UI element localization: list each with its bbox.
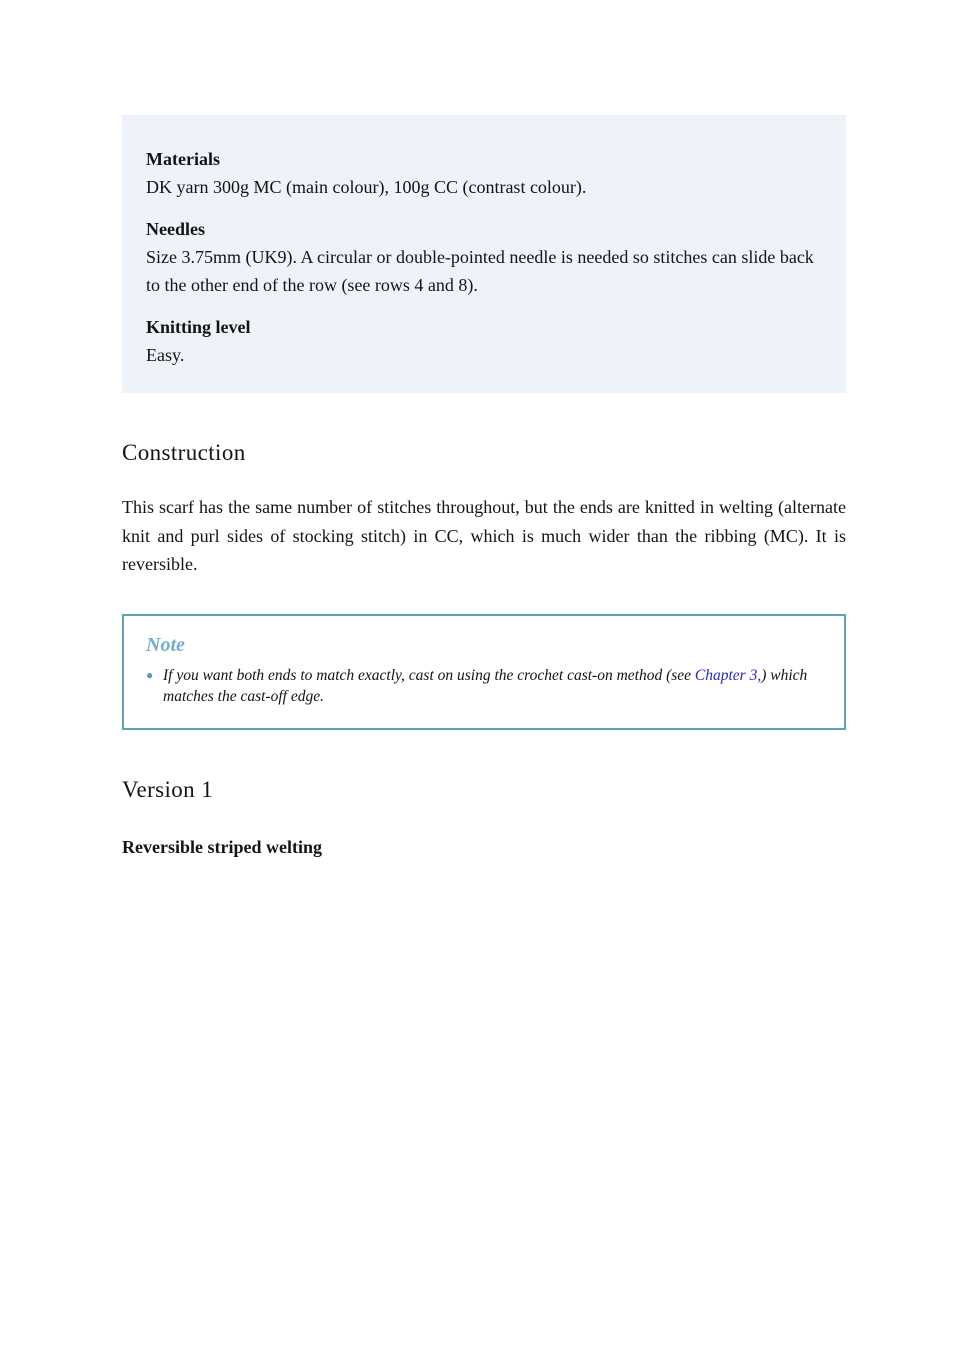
info-section-body: DK yarn 300g MC (main colour), 100g CC (contrast colour).	[146, 177, 587, 197]
info-section-heading: Knitting level	[146, 316, 251, 337]
note-text-after: ) which matches the cast-off edge.	[163, 666, 808, 705]
info-section-knitting-level	[146, 313, 822, 370]
chapter-3-link[interactable]: Chapter 3,	[694, 666, 762, 684]
construction-heading: Construction	[122, 440, 246, 465]
info-section-body: Size 3.75mm (UK9). A circular or double-pointed needle is needed so stitches can slide back to the other end of the row (see rows 4 and 8).	[146, 246, 814, 295]
note-text-before: If you want both ends to match exactly, cast on using the crochet cast-on method (see	[163, 666, 695, 684]
version-subheading: Reversible striped welting	[122, 836, 322, 857]
note-list-item	[146, 665, 820, 708]
info-section-body: Easy.	[146, 344, 185, 365]
note-text	[163, 665, 820, 708]
info-section-heading: Materials	[146, 149, 220, 169]
bullet-icon: ●	[146, 667, 154, 682]
info-section-materials	[146, 145, 822, 202]
info-section-heading: Needles	[146, 218, 205, 239]
info-section-needles	[146, 215, 822, 300]
version-heading: Version 1	[122, 776, 214, 802]
note-box	[122, 614, 846, 730]
page-content	[122, 115, 846, 859]
construction-paragraph: This scarf has the same number of stitches throughout, but the ends are knitted in welting (alternate knit and purl sides of stocking stitch) in CC, which is much wider than the ribbing (MC). It is reversible.	[122, 497, 846, 574]
materials-info-box	[122, 115, 846, 393]
note-title: Note	[146, 633, 185, 656]
